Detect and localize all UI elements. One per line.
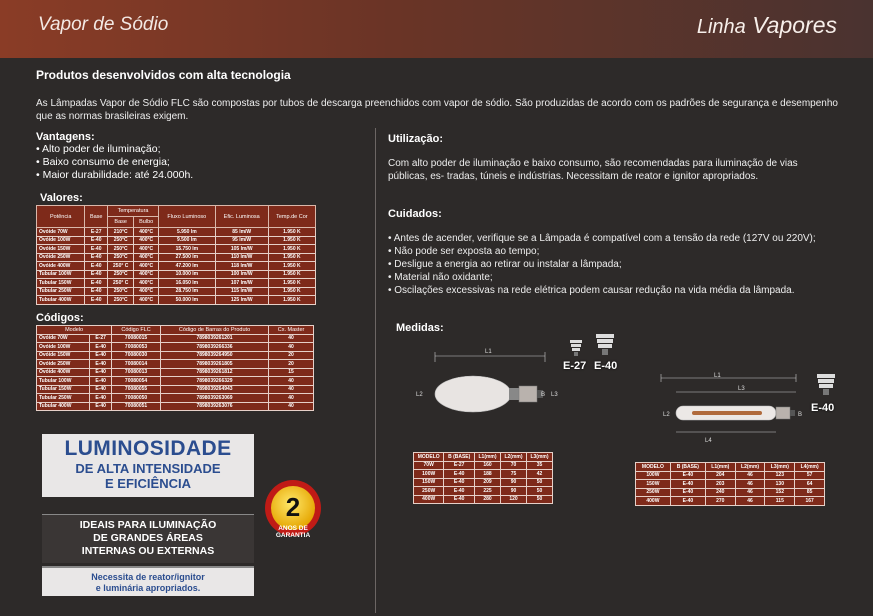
table-cell: 115	[765, 497, 795, 506]
socket-e27-icon	[568, 338, 584, 358]
table-cell: 70080014	[112, 360, 161, 369]
badge-text: GARANTIA	[275, 532, 311, 539]
col-header: Cx. Master	[269, 326, 314, 335]
warranty-badge	[262, 478, 324, 544]
col-header: L1(mm)	[705, 463, 735, 472]
header-band	[0, 0, 873, 58]
table-cell: E-40	[670, 488, 705, 497]
table-cell: E-40	[90, 360, 112, 369]
dimension-label: B	[541, 392, 546, 398]
col-header: MODELO	[414, 453, 444, 462]
medidas-title: Medidas:	[396, 322, 444, 334]
table-cell: 1.950 K	[268, 228, 315, 237]
table-row	[37, 377, 314, 386]
table-cell: 400°C	[134, 296, 159, 305]
table-cell: E-40	[90, 351, 112, 360]
ovoid-dimensions-table	[413, 452, 553, 504]
table-row	[37, 228, 316, 237]
table-cell: 7898039261805	[160, 360, 268, 369]
table-cell: 7898039261201	[160, 334, 268, 343]
table-header-row	[414, 453, 553, 462]
page-heading: Produtos desenvolvidos com alta tecnologia	[36, 68, 291, 82]
note-line: Necessita de reator/ignitor	[91, 572, 205, 582]
table-cell: 28.750 lm	[159, 287, 216, 296]
table-cell: 250° C	[108, 279, 134, 288]
col-header: Potência	[37, 206, 85, 228]
table-cell: 1.950 K	[268, 245, 315, 254]
table-cell: 7898039264950	[160, 351, 268, 360]
col-header: Modelo	[37, 326, 112, 335]
table-cell: 1.950 K	[268, 253, 315, 262]
col-header: L2(mm)	[735, 463, 765, 472]
table-cell: E-27	[85, 228, 108, 237]
table-cell: Tubular 150W	[37, 279, 85, 288]
utilizacao-text: Com alto poder de iluminação e baixo consumo, são recomendadas para iluminação de vias públicas, es- tradas, túneis e indústrias. Necessitam de reator e ignitor apropriados.	[388, 158, 798, 182]
table-row	[37, 368, 314, 377]
valores-table	[36, 205, 316, 305]
socket-label: E-27	[563, 360, 587, 372]
ovoid-lamp-diagram	[405, 344, 565, 414]
table-cell: 7898039266329	[160, 377, 268, 386]
table-row	[37, 279, 316, 288]
table-cell: 15.750 lm	[159, 245, 216, 254]
table-cell: E-40	[85, 236, 108, 245]
codigos-title: Códigos:	[36, 312, 84, 324]
table-cell: Tubular 100W	[37, 270, 85, 279]
table-cell: Ovóide 70W	[37, 334, 90, 343]
table-cell: 204	[705, 471, 735, 480]
col-header: Código de Barras do Produto	[160, 326, 268, 335]
dimension-label: B	[798, 412, 803, 418]
col-header: L4(mm)	[795, 463, 825, 472]
table-cell: 90	[501, 487, 527, 496]
table-cell: 1.950 K	[268, 279, 315, 288]
col-header: Código FLC	[112, 326, 161, 335]
table-cell: E-40	[85, 287, 108, 296]
tubular-dimensions-body	[636, 471, 825, 505]
table-cell: E-40	[90, 368, 112, 377]
cuidados-list	[388, 232, 858, 297]
table-cell: 400°C	[134, 245, 159, 254]
list-item: • Desligue a energia ao retirar ou instalar a lâmpada;	[388, 259, 622, 270]
table-cell: 203	[705, 480, 735, 489]
table-row	[37, 262, 316, 271]
table-cell: 40	[269, 377, 314, 386]
table-cell: 118 lm/W	[215, 262, 268, 271]
col-header: Bulbo	[134, 217, 159, 228]
table-cell: 40	[269, 334, 314, 343]
table-row	[414, 495, 553, 504]
col-header: Temperatura	[108, 206, 159, 217]
table-cell: 42	[526, 470, 552, 479]
table-cell: 130	[765, 480, 795, 489]
table-cell: 95 lm/W	[215, 236, 268, 245]
table-cell: 40	[269, 394, 314, 403]
table-cell: 270	[705, 497, 735, 506]
col-header: L1(mm)	[475, 453, 501, 462]
table-row	[636, 497, 825, 506]
dimension-label: L3	[551, 392, 558, 398]
table-cell: 50	[526, 487, 552, 496]
table-row	[37, 287, 316, 296]
dimension-label: L2	[663, 412, 670, 418]
table-cell: E-40	[90, 385, 112, 394]
requirement-note	[42, 566, 254, 596]
product-line-title	[697, 12, 837, 39]
table-cell: 250W	[636, 488, 671, 497]
socket-e40-icon	[815, 372, 837, 398]
table-cell: 75	[501, 470, 527, 479]
table-cell: 50	[526, 495, 552, 504]
lamp-base	[519, 386, 537, 402]
table-cell: 35	[526, 461, 552, 470]
table-cell: 400W	[414, 495, 444, 504]
table-cell: E-40	[90, 343, 112, 352]
lamp-base	[776, 407, 790, 419]
table-cell: E-40	[444, 487, 475, 496]
table-cell: 120	[501, 495, 527, 504]
ideal-line: DE GRANDES ÁREAS	[93, 532, 203, 544]
ideal-line: INTERNAS OU EXTERNAS	[81, 545, 215, 557]
list-item: • Oscilações excessivas na rede elétrica podem causar redução na vida média da lâmpada.	[388, 285, 795, 296]
table-cell: 250° C	[108, 262, 134, 271]
col-header: Base	[85, 206, 108, 228]
table-cell: Tubular 150W	[37, 385, 90, 394]
table-cell: E-40	[90, 394, 112, 403]
table-cell: 20	[269, 360, 314, 369]
col-header: Temp.de Cor	[268, 206, 315, 228]
table-cell: Tubular 250W	[37, 287, 85, 296]
socket-label: E-40	[811, 402, 835, 414]
col-header: B (BASE)	[444, 453, 475, 462]
table-cell: 85	[795, 488, 825, 497]
arc-tube	[692, 411, 762, 415]
intro-paragraph: As Lâmpadas Vapor de Sódio FLC são compostas por tubos de descarga preenchidos com vapor de sódio. São produzidas de acordo com os padrões de segurança e desempenho que as normas brasileiras exigem.	[36, 98, 838, 122]
table-cell: Ovóide 250W	[37, 360, 90, 369]
table-cell: 46	[735, 471, 765, 480]
table-cell: 110 lm/W	[215, 253, 268, 262]
table-cell: E-40	[444, 478, 475, 487]
table-cell: Ovóide 150W	[37, 351, 90, 360]
table-cell: 250W	[414, 487, 444, 496]
table-cell: 50.000 lm	[159, 296, 216, 305]
dimension-label: L2	[416, 392, 423, 398]
table-cell: 100 lm/W	[215, 270, 268, 279]
table-cell: 115 lm/W	[215, 287, 268, 296]
table-cell: 100W	[636, 471, 671, 480]
table-cell: Ovóide 400W	[37, 368, 90, 377]
table-row	[414, 461, 553, 470]
socket-e40-icon	[594, 332, 616, 358]
table-cell: 7898039266336	[160, 343, 268, 352]
promo-subline: DE ALTA INTENSIDADE	[75, 461, 221, 476]
tubular-lamp-diagram	[636, 366, 816, 446]
table-cell: 5.950 lm	[159, 228, 216, 237]
product-line-prefix: Linha	[696, 16, 746, 38]
valores-title: Valores:	[40, 192, 83, 204]
table-cell: 85 lm/W	[215, 228, 268, 237]
table-row	[414, 478, 553, 487]
table-cell: 7898039264943	[160, 385, 268, 394]
vantagens-title: Vantagens:	[36, 131, 95, 143]
table-row	[37, 296, 316, 305]
lamp-neck	[509, 388, 519, 400]
table-cell: Tubular 250W	[37, 394, 90, 403]
table-cell: 70	[501, 461, 527, 470]
ovoid-dimensions-body	[414, 461, 553, 504]
table-cell: 70080055	[112, 385, 161, 394]
table-cell: 40	[269, 402, 314, 411]
table-row	[37, 253, 316, 262]
table-cell: 250°C	[108, 287, 134, 296]
table-cell: 400°C	[134, 262, 159, 271]
socket-label: E-40	[594, 360, 618, 372]
table-cell: Ovóide 70W	[37, 228, 85, 237]
table-row	[37, 402, 314, 411]
table-cell: 9.500 lm	[159, 236, 216, 245]
cuidados-title: Cuidados:	[388, 208, 442, 220]
col-header: Efic. Luminosa	[215, 206, 268, 228]
table-cell: E-40	[444, 470, 475, 479]
dimension-label: L1	[714, 373, 721, 379]
lamp-tip	[790, 410, 795, 416]
column-divider	[375, 128, 376, 613]
promo-box	[42, 434, 254, 497]
table-cell: 280	[475, 495, 501, 504]
table-cell: 15	[269, 368, 314, 377]
table-cell: 150W	[636, 480, 671, 489]
table-cell: 57	[795, 471, 825, 480]
table-cell: 70080013	[112, 368, 161, 377]
table-row	[37, 334, 314, 343]
codigos-table	[36, 325, 314, 411]
table-cell: 209	[475, 478, 501, 487]
table-cell: 400°C	[134, 253, 159, 262]
ideal-usage-box	[42, 514, 254, 563]
table-cell: 225	[475, 487, 501, 496]
promo-headline: LUMINOSIDADE	[64, 437, 232, 460]
promo-subline: E EFICIÊNCIA	[105, 476, 191, 491]
table-cell: 105 lm/W	[215, 245, 268, 254]
table-cell: E-40	[85, 270, 108, 279]
table-cell: 150W	[414, 478, 444, 487]
table-row	[636, 471, 825, 480]
table-cell: 50	[526, 478, 552, 487]
badge-text: ANOS DE	[278, 525, 308, 532]
table-cell: 1.950 K	[268, 262, 315, 271]
table-cell: Tubular 100W	[37, 377, 90, 386]
table-cell: 400°C	[134, 279, 159, 288]
table-cell: E-40	[670, 480, 705, 489]
ideal-line: IDEAIS PARA ILUMINAÇÃO	[79, 519, 217, 531]
col-header: Base	[108, 217, 134, 228]
product-line-name: Vapores	[752, 12, 837, 38]
table-cell: E-27	[444, 461, 475, 470]
col-header: L2(mm)	[501, 453, 527, 462]
table-cell: 167	[795, 497, 825, 506]
table-cell: 188	[475, 470, 501, 479]
table-cell: 250°C	[108, 296, 134, 305]
table-cell: 70080051	[112, 402, 161, 411]
table-cell: 100W	[414, 470, 444, 479]
vantagens-list	[36, 143, 193, 182]
list-item: • Antes de acender, verifique se a Lâmpada é compatível com a tensão da rede (127V ou 220V);	[388, 233, 816, 244]
table-row	[37, 236, 316, 245]
table-cell: 1.950 K	[268, 236, 315, 245]
table-cell: Ovóide 150W	[37, 245, 85, 254]
table-cell: 1.950 K	[268, 287, 315, 296]
table-cell: 250°C	[108, 253, 134, 262]
table-cell: 46	[735, 480, 765, 489]
table-cell: E-40	[85, 245, 108, 254]
table-row	[37, 270, 316, 279]
utilizacao-title: Utilização:	[388, 133, 444, 145]
table-cell: 107 lm/W	[215, 279, 268, 288]
table-cell: 46	[735, 488, 765, 497]
table-cell: 400W	[636, 497, 671, 506]
table-cell: 70080050	[112, 394, 161, 403]
table-cell: E-40	[90, 377, 112, 386]
table-cell: 70080030	[112, 351, 161, 360]
table-cell: Tubular 400W	[37, 296, 85, 305]
col-header: B (BASE)	[670, 463, 705, 472]
table-row	[37, 351, 314, 360]
table-row	[37, 360, 314, 369]
table-cell: E-27	[90, 334, 112, 343]
table-row	[37, 385, 314, 394]
table-cell: E-40	[90, 402, 112, 411]
table-cell: Ovóide 100W	[37, 343, 90, 352]
table-cell: 400°C	[134, 236, 159, 245]
table-cell: 10.000 lm	[159, 270, 216, 279]
table-cell: Ovóide 250W	[37, 253, 85, 262]
col-header: L3(mm)	[526, 453, 552, 462]
table-row	[414, 470, 553, 479]
table-cell: 400°C	[134, 287, 159, 296]
table-cell: 46	[735, 497, 765, 506]
codigos-body	[37, 334, 314, 411]
dimension-label: L4	[705, 438, 712, 444]
table-cell: E-40	[85, 296, 108, 305]
valores-body	[37, 228, 316, 305]
list-item: • Maior durabilidade: até 24.000h.	[36, 169, 194, 181]
table-cell: 1.950 K	[268, 296, 315, 305]
table-cell: 250°C	[108, 270, 134, 279]
table-cell: 20	[269, 351, 314, 360]
table-cell: 210°C	[108, 228, 134, 237]
table-cell: E-40	[85, 279, 108, 288]
table-cell: 160	[475, 461, 501, 470]
list-item: • Baixo consumo de energia;	[36, 156, 170, 168]
table-cell: E-40	[670, 497, 705, 506]
table-cell: 40	[269, 385, 314, 394]
table-cell: Ovóide 400W	[37, 262, 85, 271]
section-title: Vapor de Sódio	[38, 14, 169, 35]
table-cell: 123	[765, 471, 795, 480]
table-cell: E-40	[85, 262, 108, 271]
col-header: L3(mm)	[765, 463, 795, 472]
table-cell: E-40	[444, 495, 475, 504]
table-header-row	[636, 463, 825, 472]
list-item: • Não pode ser exposta ao tempo;	[388, 246, 540, 257]
table-cell: Tubular 400W	[37, 402, 90, 411]
table-cell: 40	[269, 343, 314, 352]
table-cell: 16.050 lm	[159, 279, 216, 288]
list-item: • Alto poder de iluminação;	[36, 143, 161, 155]
table-cell: 125 lm/W	[215, 296, 268, 305]
dimension-label: L1	[485, 349, 492, 355]
list-item: • Material não oxidante;	[388, 272, 493, 283]
table-cell: 7898039261812	[160, 368, 268, 377]
badge-number: 2	[285, 492, 301, 522]
table-cell: E-40	[670, 471, 705, 480]
table-row	[636, 488, 825, 497]
table-cell: 152	[765, 488, 795, 497]
table-row	[37, 394, 314, 403]
table-cell: 64	[795, 480, 825, 489]
note-line: e luminária apropriados.	[95, 583, 201, 593]
table-cell: 250°C	[108, 236, 134, 245]
table-cell: 70W	[414, 461, 444, 470]
lamp-bulb	[435, 376, 511, 412]
col-header: MODELO	[636, 463, 671, 472]
table-cell: 70080053	[112, 343, 161, 352]
table-cell: 7898039263069	[160, 394, 268, 403]
table-cell: 27.500 lm	[159, 253, 216, 262]
table-row	[414, 487, 553, 496]
table-cell: 70080054	[112, 377, 161, 386]
table-cell: 47.200 lm	[159, 262, 216, 271]
table-cell: Ovóide 100W	[37, 236, 85, 245]
table-cell: 90	[501, 478, 527, 487]
table-row	[37, 343, 314, 352]
table-cell: 1.950 K	[268, 270, 315, 279]
table-cell: 250°C	[108, 245, 134, 254]
table-row	[636, 480, 825, 489]
tubular-dimensions-table	[635, 462, 825, 506]
table-cell: 7898039263076	[160, 402, 268, 411]
table-cell: 400°C	[134, 270, 159, 279]
table-cell: 400°C	[134, 228, 159, 237]
col-header: Fluxo Luminoso	[159, 206, 216, 228]
dimension-label: L3	[738, 386, 745, 392]
table-row	[37, 245, 316, 254]
table-cell: E-40	[85, 253, 108, 262]
table-cell: 70080015	[112, 334, 161, 343]
table-cell: 240	[705, 488, 735, 497]
